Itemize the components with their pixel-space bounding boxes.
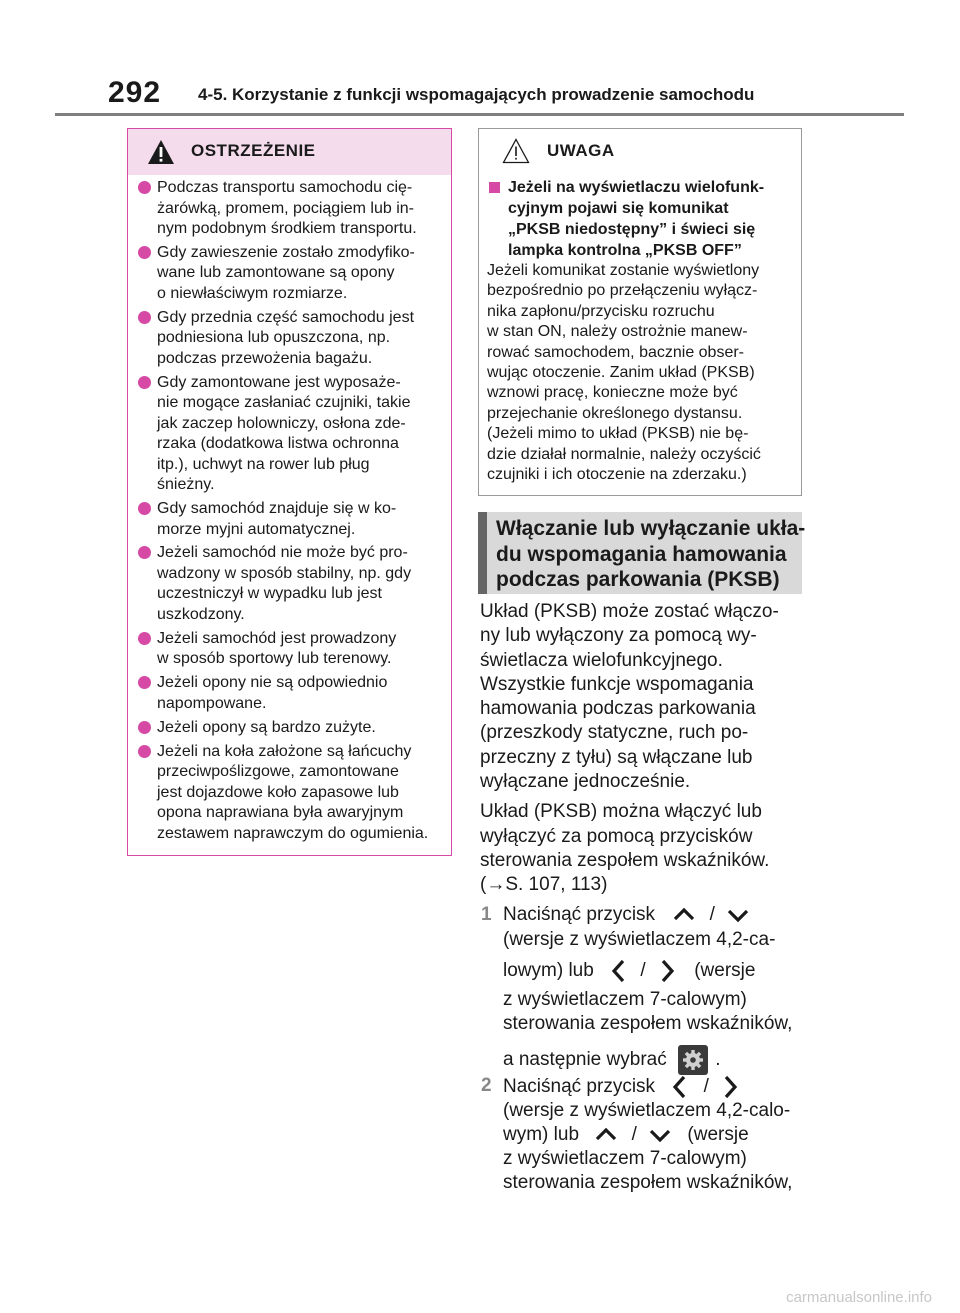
note-body-line: wując otoczenie. Zanim układ (PKSB)	[487, 364, 755, 382]
step-text: z wyświetlaczem 7-calowym)	[503, 1148, 747, 1169]
body-text-line: wyłączane jednocześnie.	[480, 771, 691, 793]
step-text: (wersje z wyświetlaczem 4,2-calo-	[503, 1100, 791, 1121]
warning-item-line: uczestniczył w wypadku lub jest	[157, 585, 382, 603]
note-body-line: dzie działał normalnie, należy oczyścić	[487, 445, 761, 463]
step-text: (wersje	[687, 1124, 749, 1145]
warning-item-line: wadzony w sposób stabilny, np. gdy	[157, 564, 412, 582]
step-text: sterowania zespołem wskaźników,	[503, 1013, 793, 1034]
note-body-line: (Jeżeli mimo to układ (PKSB) nie bę-	[487, 425, 749, 443]
warning-list-item	[138, 178, 452, 240]
section-heading	[478, 512, 806, 594]
warning-item-line: nym podobnym środkiem transportu.	[157, 220, 417, 237]
warning-item-line: Jeżeli opony są bardzo zużyte.	[157, 718, 376, 736]
chevron-down-icon	[646, 1126, 674, 1144]
warning-item-line: o niewłaściwym rozmiarze.	[157, 284, 348, 302]
warning-list-item	[138, 742, 452, 845]
note-heading-line: Jeżeli na wyświetlaczu wielofunk-	[508, 179, 765, 196]
chevron-up-icon	[592, 1126, 620, 1144]
slash-text: /	[640, 960, 646, 982]
chevron-left-icon	[670, 1074, 690, 1100]
section-title	[496, 516, 805, 593]
warning-item-line: zestawem naprawczym do ogumienia.	[157, 824, 429, 842]
warning-item-line: rzaka (dodatkowa listwa ochronna	[157, 435, 399, 453]
body-text-line: ny lub wyłączony za pomocą wy-	[480, 625, 757, 647]
note-body-line: w stan ON, należy ostrożnie manew-	[487, 323, 748, 341]
warning-list-item	[138, 243, 452, 305]
warning-list-item	[138, 308, 452, 370]
warning-item-line: Jeżeli na koła założone są łańcuchy	[157, 742, 412, 760]
warning-list-item	[138, 373, 452, 496]
step-text: wym) lub	[503, 1124, 580, 1145]
bullet-icon	[138, 546, 151, 559]
bullet-icon	[138, 502, 151, 515]
chevron-right-icon	[720, 1074, 740, 1100]
warning-item-line: śnieżny.	[157, 476, 215, 494]
chevron-down-icon	[724, 906, 752, 924]
watermark: carmanualsonline.info	[786, 1289, 932, 1306]
warning-list-item	[138, 629, 452, 670]
body-text-line: (przeszkody statyczne, ruch po-	[480, 722, 749, 744]
warning-item-line: wane lub zamontowane są opony	[157, 264, 395, 282]
bullet-icon	[138, 745, 151, 758]
body-text-line: przeczny z tyłu) są włączane lub	[480, 746, 753, 768]
square-bullet-icon	[489, 182, 500, 193]
section-title-line: Włączanie lub wyłączanie ukła-	[496, 517, 806, 540]
warning-item-line: napompowane.	[157, 694, 267, 712]
note-body-line: wznowi pracę, konieczne może być	[487, 384, 738, 402]
note-heading-line: cyjnym pojawi się komunikat	[508, 200, 729, 217]
step-text: Naciśnąć przycisk	[503, 904, 656, 925]
warning-item-line: Podczas transportu samochodu cię-	[157, 179, 413, 196]
body-text-line: Układ (PKSB) może zostać włączo-	[480, 601, 779, 622]
warning-item-line: Gdy przednia część samochodu jest	[157, 308, 415, 326]
bullet-icon	[138, 246, 151, 259]
warning-item-line: Jeżeli opony nie są odpowiednio	[157, 674, 388, 692]
step-text: .	[715, 1049, 721, 1070]
step-text: (wersje	[694, 960, 756, 982]
bullet-icon	[138, 721, 151, 734]
warning-item-line: Gdy samochód znajduje się w ko-	[157, 500, 397, 518]
paragraph-intro	[480, 600, 810, 794]
warning-item-line: opona naprawiana była awaryjnym	[157, 804, 404, 822]
note-body-line: czujniki i ich otoczenie na zderzaku.)	[487, 466, 747, 484]
step-text: (wersje z wyświetlaczem 4,2-ca-	[503, 929, 776, 950]
warning-list-item	[138, 718, 452, 739]
warning-item-line: Gdy zawieszenie zostało zmodyfiko-	[157, 243, 415, 261]
chevron-left-icon	[609, 958, 629, 984]
step-text: lowym) lub	[503, 960, 594, 982]
step-text: a następnie wybrać	[503, 1049, 667, 1070]
bullet-icon	[138, 632, 151, 645]
bullet-icon	[138, 181, 151, 194]
warning-list-item	[138, 543, 452, 625]
body-text-line: świetlacza wielofunkcyjnego.	[480, 649, 723, 671]
warning-item-line: nie mogące zasłaniać czujniki, takie	[157, 394, 411, 412]
note-body-line: nika zapłonu/przycisku rozruchu	[487, 302, 715, 320]
note-body-line: Jeżeli komunikat zostanie wyświetlony	[487, 262, 760, 279]
step-text: sterowania zespołem wskaźników,	[503, 1172, 793, 1193]
warning-list-item	[138, 673, 452, 714]
step-text: Naciśnąć przycisk	[503, 1076, 656, 1098]
slash-text: /	[703, 1076, 709, 1098]
warning-item-line: Jeżeli samochód nie może być pro-	[157, 544, 408, 562]
note-heading-line: „PKSB niedostępny” i świeci się	[508, 221, 756, 238]
step-number: 2	[481, 1075, 492, 1096]
warning-item-line: podczas przewożenia bagażu.	[157, 349, 373, 367]
gear-icon	[678, 1045, 708, 1075]
note-body-line: przejechanie określonego dystansu.	[487, 404, 743, 422]
section-heading-bar	[478, 512, 487, 594]
slash-text: /	[709, 904, 715, 925]
chevron-up-icon	[670, 906, 698, 924]
body-text-line: Układ (PKSB) można włączyć lub	[480, 801, 762, 823]
body-text-line: (→S. 107, 113)	[480, 874, 608, 896]
warning-item-line: itp.), uchwyt na rower lub pług	[157, 455, 370, 473]
note-title: UWAGA	[547, 141, 615, 160]
note-body-line: bezpośrednio po przełączeniu wyłącz-	[487, 282, 758, 300]
warning-item-line: jak zaczep holowniczy, osłona zde-	[157, 414, 406, 432]
note-heading	[489, 177, 808, 261]
bullet-icon	[138, 376, 151, 389]
warning-box	[127, 128, 452, 856]
warning-item-line: jest dojazdowe koło zapasowe lub	[157, 783, 399, 801]
body-text-line: sterowania zespołem wskaźników.	[480, 849, 770, 871]
warning-item-line: przeciwpoślizgowe, zamontowane	[157, 763, 399, 781]
chapter-title: 4-5. Korzystanie z funkcji wspomagających prowadzenie samochodu	[198, 85, 755, 104]
main-text	[480, 600, 810, 904]
settings-tile	[678, 1045, 708, 1075]
step-number: 1	[481, 904, 492, 925]
chevron-right-icon	[657, 958, 677, 984]
page-number: 292	[108, 76, 162, 109]
bullet-icon	[138, 676, 151, 689]
warning-list	[138, 178, 452, 847]
note-body-line: rować samochodem, bacznie obser-	[487, 343, 745, 361]
note-body	[487, 261, 797, 485]
warning-item-line: uszkodzony.	[157, 605, 245, 623]
note-heading-line: lampka kontrolna „PKSB OFF”	[508, 242, 742, 259]
step-text: z wyświetlaczem 7-calowym)	[503, 989, 747, 1010]
body-text-line: hamowania podczas parkowania	[480, 698, 756, 720]
warning-list-item	[138, 499, 452, 540]
warning-item-line: żarówką, promem, pociągiem lub in-	[157, 199, 414, 217]
warning-title: OSTRZEŻENIE	[191, 141, 316, 160]
warning-item-line: morze myjni automatycznej.	[157, 520, 356, 538]
body-text-line: wyłączyć za pomocą przycisków	[480, 825, 753, 847]
warning-header	[128, 129, 451, 175]
section-title-line: podczas parkowania (PKSB)	[496, 568, 780, 591]
warning-item-line: Jeżeli samochód jest prowadzony	[157, 629, 397, 647]
warning-triangle-icon	[147, 139, 175, 165]
note-box	[478, 128, 802, 496]
warning-item-line: podniesiona lub opuszczona, np.	[157, 329, 391, 347]
warning-item-line: Gdy zamontowane jest wyposaże-	[157, 373, 401, 391]
bullet-icon	[138, 311, 151, 324]
section-title-line: du wspomagania hamowania	[496, 542, 787, 566]
warning-item-line: w sposób sportowy lub terenowy.	[157, 650, 392, 668]
slash-text: /	[631, 1124, 637, 1145]
paragraph-buttons	[480, 800, 810, 897]
header-divider	[55, 113, 904, 116]
body-text-line: Wszystkie funkcje wspomagania	[480, 673, 754, 695]
caution-triangle-icon	[502, 138, 530, 164]
